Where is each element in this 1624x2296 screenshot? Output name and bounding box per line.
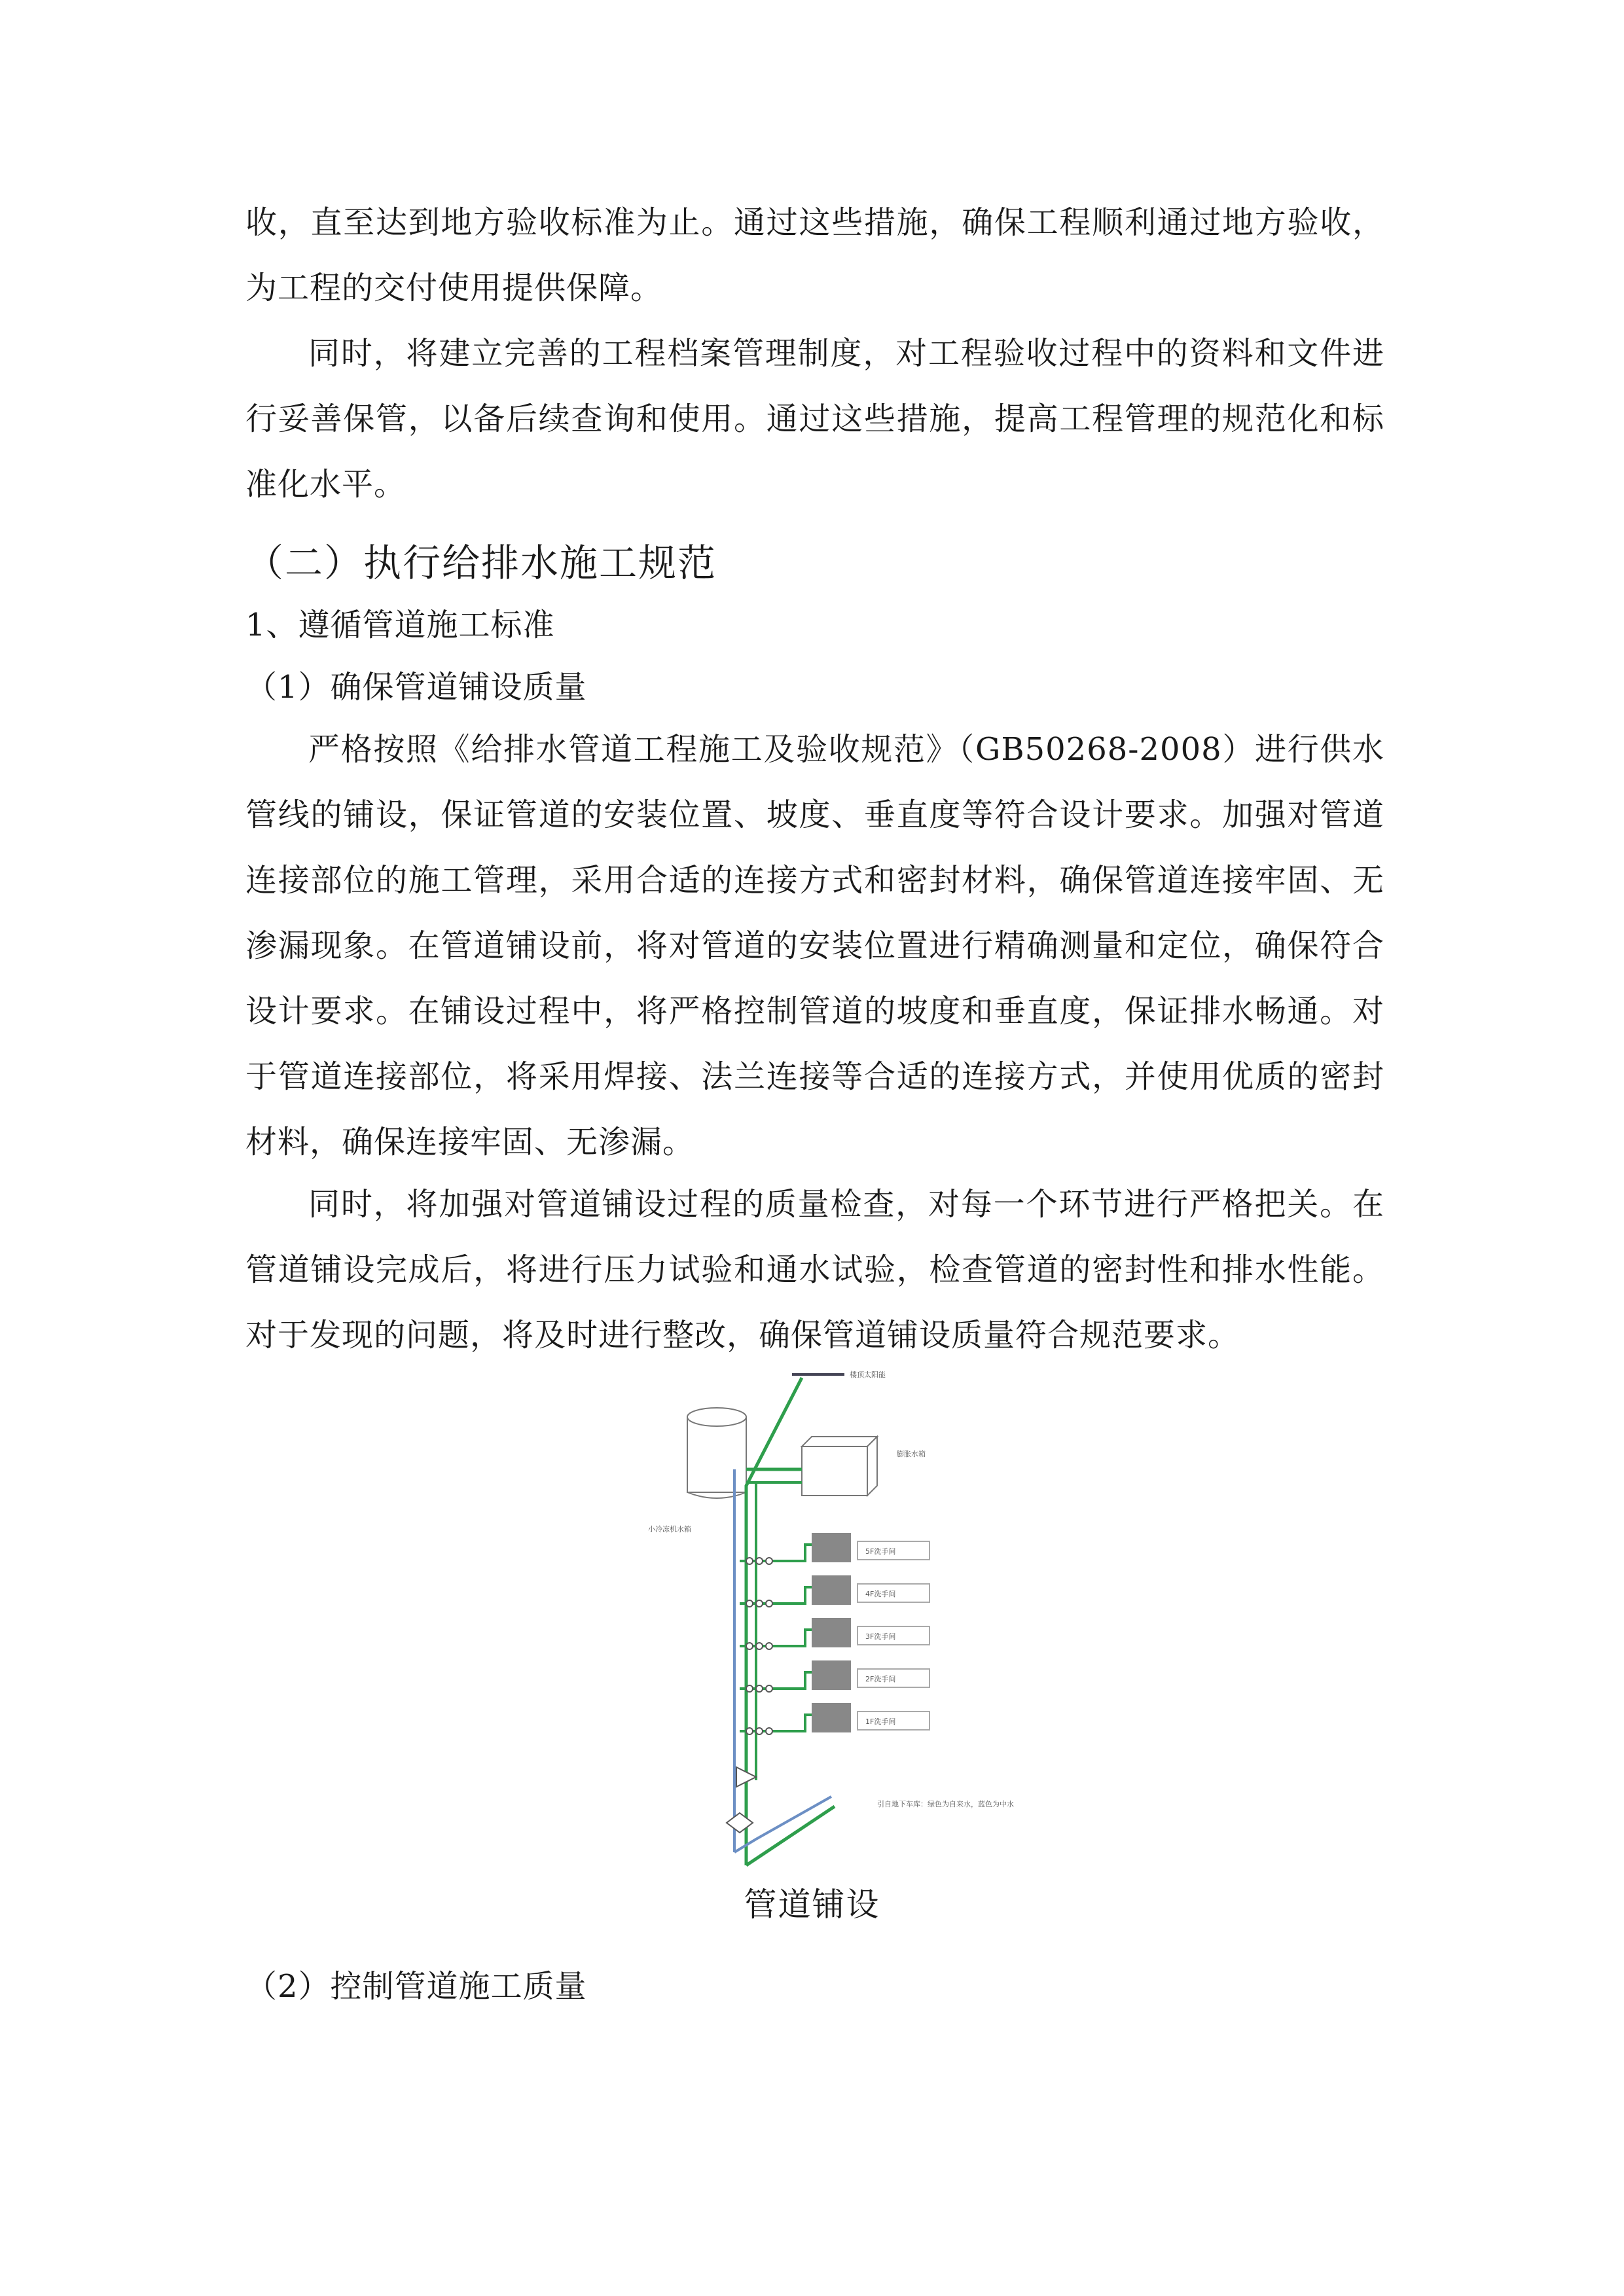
subitem-heading-2: （2）控制管道施工质量	[245, 1968, 587, 2005]
paragraph-4: 同时，将加强对管道铺设过程的质量检查，对每一个环节进行严格把关。在管道铺设完成后，将进行压力试验和通水试验，检查管道的密封性和排水性能。对于发现的问题，将及时进行整改，确保管道铺设质量符合规范要求。	[245, 1186, 1384, 1354]
floor-branch-1	[740, 1703, 929, 1734]
subitem-heading-1: （1）确保管道铺设质量	[245, 669, 587, 706]
floor-label: 2F洗手间	[865, 1675, 896, 1683]
figure-caption: 管道铺设	[744, 1886, 880, 1924]
label-water-source: 引自地下车库：绿色为自来水，蓝色为中水	[877, 1800, 1014, 1808]
right-tank-icon	[802, 1437, 877, 1496]
floor-label: 3F洗手间	[865, 1632, 896, 1641]
floor-label: 4F洗手间	[865, 1590, 896, 1598]
floor-branch-3	[740, 1618, 929, 1649]
label-left-tank: 小冷冻机水箱	[648, 1525, 691, 1534]
paragraph-1: 收，直至达到地方验收标准为止。通过这些措施，确保工程顺利通过地方验收，为工程的交付使用提供保障。	[245, 204, 1384, 306]
floor-label: 5F洗手间	[865, 1547, 896, 1556]
basin-icon	[812, 1660, 851, 1690]
pipe-diagram	[641, 1355, 1014, 1898]
pipe-layout-figure	[641, 1355, 1014, 1898]
basin-icon	[812, 1618, 851, 1647]
basin-icon	[812, 1703, 851, 1732]
valve-icon	[727, 1767, 756, 1833]
item-heading: 1、遵循管道施工标准	[245, 607, 555, 643]
floor-label: 1F洗手间	[865, 1717, 896, 1726]
paragraph-3: 严格按照《给排水管道工程施工及验收规范》（GB50268-2008）进行供水管线的铺设，保证管道的安装位置、坡度、垂直度等符合设计要求。加强对管道连接部位的施工管理，采用合适的连接方式和密封材料，确保管道连接牢固、无渗漏现象。在管道铺设前，将对管道的安装位置进行精确测量和定位，确保符合设计要求。在铺设过程中，将严格控制管道的坡度和垂直度，保证排水畅通。对于管道连接部位，将采用焊接、法兰连接等合适的连接方式，并使用优质的密封材料，确保连接牢固、无渗漏。	[245, 731, 1384, 1160]
paragraph-2: 同时，将建立完善的工程档案管理制度，对工程验收过程中的资料和文件进行妥善保管，以备后续查询和使用。通过这些措施，提高工程管理的规范化和标准化水平。	[245, 335, 1384, 503]
section-heading: （二）执行给排水施工规范	[245, 541, 717, 585]
left-tank-icon	[687, 1408, 746, 1498]
floor-branch-4	[740, 1575, 929, 1607]
basin-icon	[812, 1575, 851, 1605]
label-right-tank: 膨胀水箱	[897, 1450, 926, 1458]
floor-branch-5	[740, 1533, 929, 1564]
label-roof-solar: 楼顶太阳能	[850, 1371, 886, 1379]
basin-icon	[812, 1533, 851, 1562]
floor-branch-2	[740, 1660, 929, 1692]
